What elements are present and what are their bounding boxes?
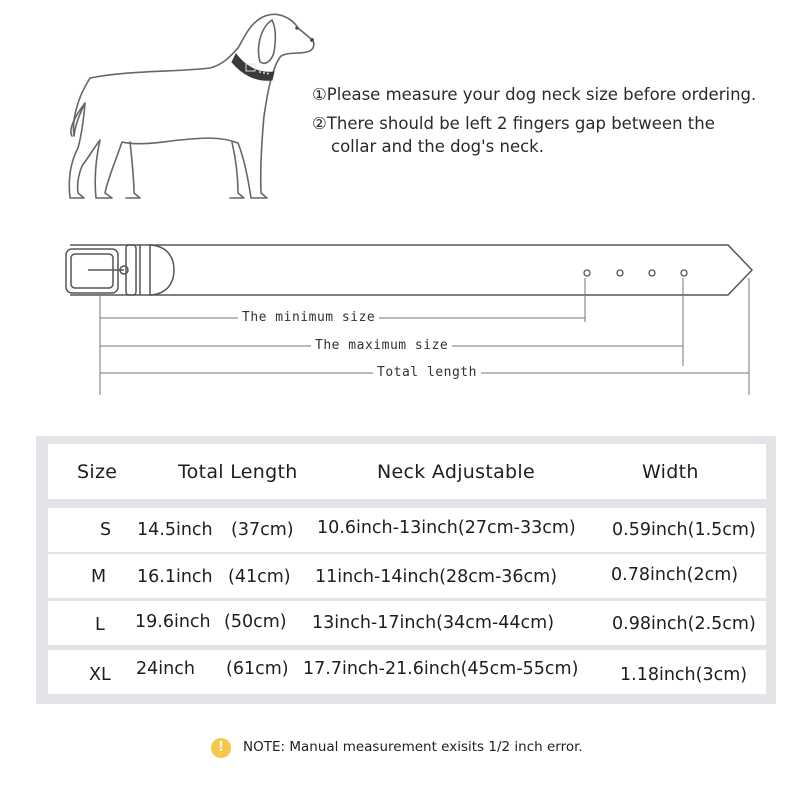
cell-total-length: 19.6inch xyxy=(135,612,211,632)
note-text: NOTE: Manual measurement exisits 1/2 inch error. xyxy=(243,739,583,755)
table-row xyxy=(48,601,766,645)
header-width: Width xyxy=(642,461,699,483)
cell-width: 0.59inch(1.5cm) xyxy=(612,520,756,540)
collar-d-ring xyxy=(150,245,174,295)
collar-buckle xyxy=(66,249,118,293)
cell-width: 1.18inch(3cm) xyxy=(620,665,748,685)
cell-size: L xyxy=(95,615,105,635)
instruction-line-2: ②There should be left 2 fingers gap between the xyxy=(312,114,715,133)
cell-neck-adjustable: 11inch-14inch(28cm-36cm) xyxy=(315,567,558,587)
note-icon: ! xyxy=(211,738,231,758)
cell-total-length-cm: (37cm) xyxy=(231,520,294,540)
collar-strap xyxy=(70,245,752,295)
total-length-label: Total length xyxy=(373,365,481,380)
cell-total-length: 24inch xyxy=(136,659,195,679)
maximum-size-label: The maximum size xyxy=(311,338,452,353)
cell-total-length-cm: (41cm) xyxy=(228,567,291,587)
cell-total-length: 14.5inch xyxy=(137,520,213,540)
cell-size: XL xyxy=(89,665,111,685)
collar-hole xyxy=(584,270,590,276)
header-total-length: Total Length xyxy=(178,461,298,483)
cell-total-length-cm: (61cm) xyxy=(226,659,289,679)
header-neck-adjustable: Neck Adjustable xyxy=(377,461,535,483)
cell-total-length: 16.1inch xyxy=(137,567,213,587)
cell-neck-adjustable: 17.7inch-21.6inch(45cm-55cm) xyxy=(303,659,579,679)
size-table xyxy=(36,436,776,704)
collar-hole xyxy=(681,270,687,276)
minimum-size-label: The minimum size xyxy=(238,310,379,325)
cell-size: M xyxy=(91,567,107,587)
cell-width: 0.98inch(2.5cm) xyxy=(612,614,756,634)
cell-total-length-cm: (50cm) xyxy=(224,612,287,632)
collar-hole xyxy=(617,270,623,276)
cell-neck-adjustable: 10.6inch-13inch(27cm-33cm) xyxy=(317,518,576,538)
header-size: Size xyxy=(77,461,118,483)
table-row xyxy=(48,508,766,552)
cell-width: 0.78inch(2cm) xyxy=(611,565,739,585)
instruction-line-3: collar and the dog's neck. xyxy=(331,137,544,156)
cell-size: S xyxy=(100,520,112,540)
table-row xyxy=(48,554,766,598)
cell-neck-adjustable: 13inch-17inch(34cm-44cm) xyxy=(312,613,555,633)
collar-hole xyxy=(649,270,655,276)
table-row xyxy=(48,650,766,694)
instruction-line-1: ①Please measure your dog neck size before ordering. xyxy=(312,85,757,104)
dog-illustration xyxy=(60,8,330,208)
table-header-row xyxy=(48,444,766,499)
